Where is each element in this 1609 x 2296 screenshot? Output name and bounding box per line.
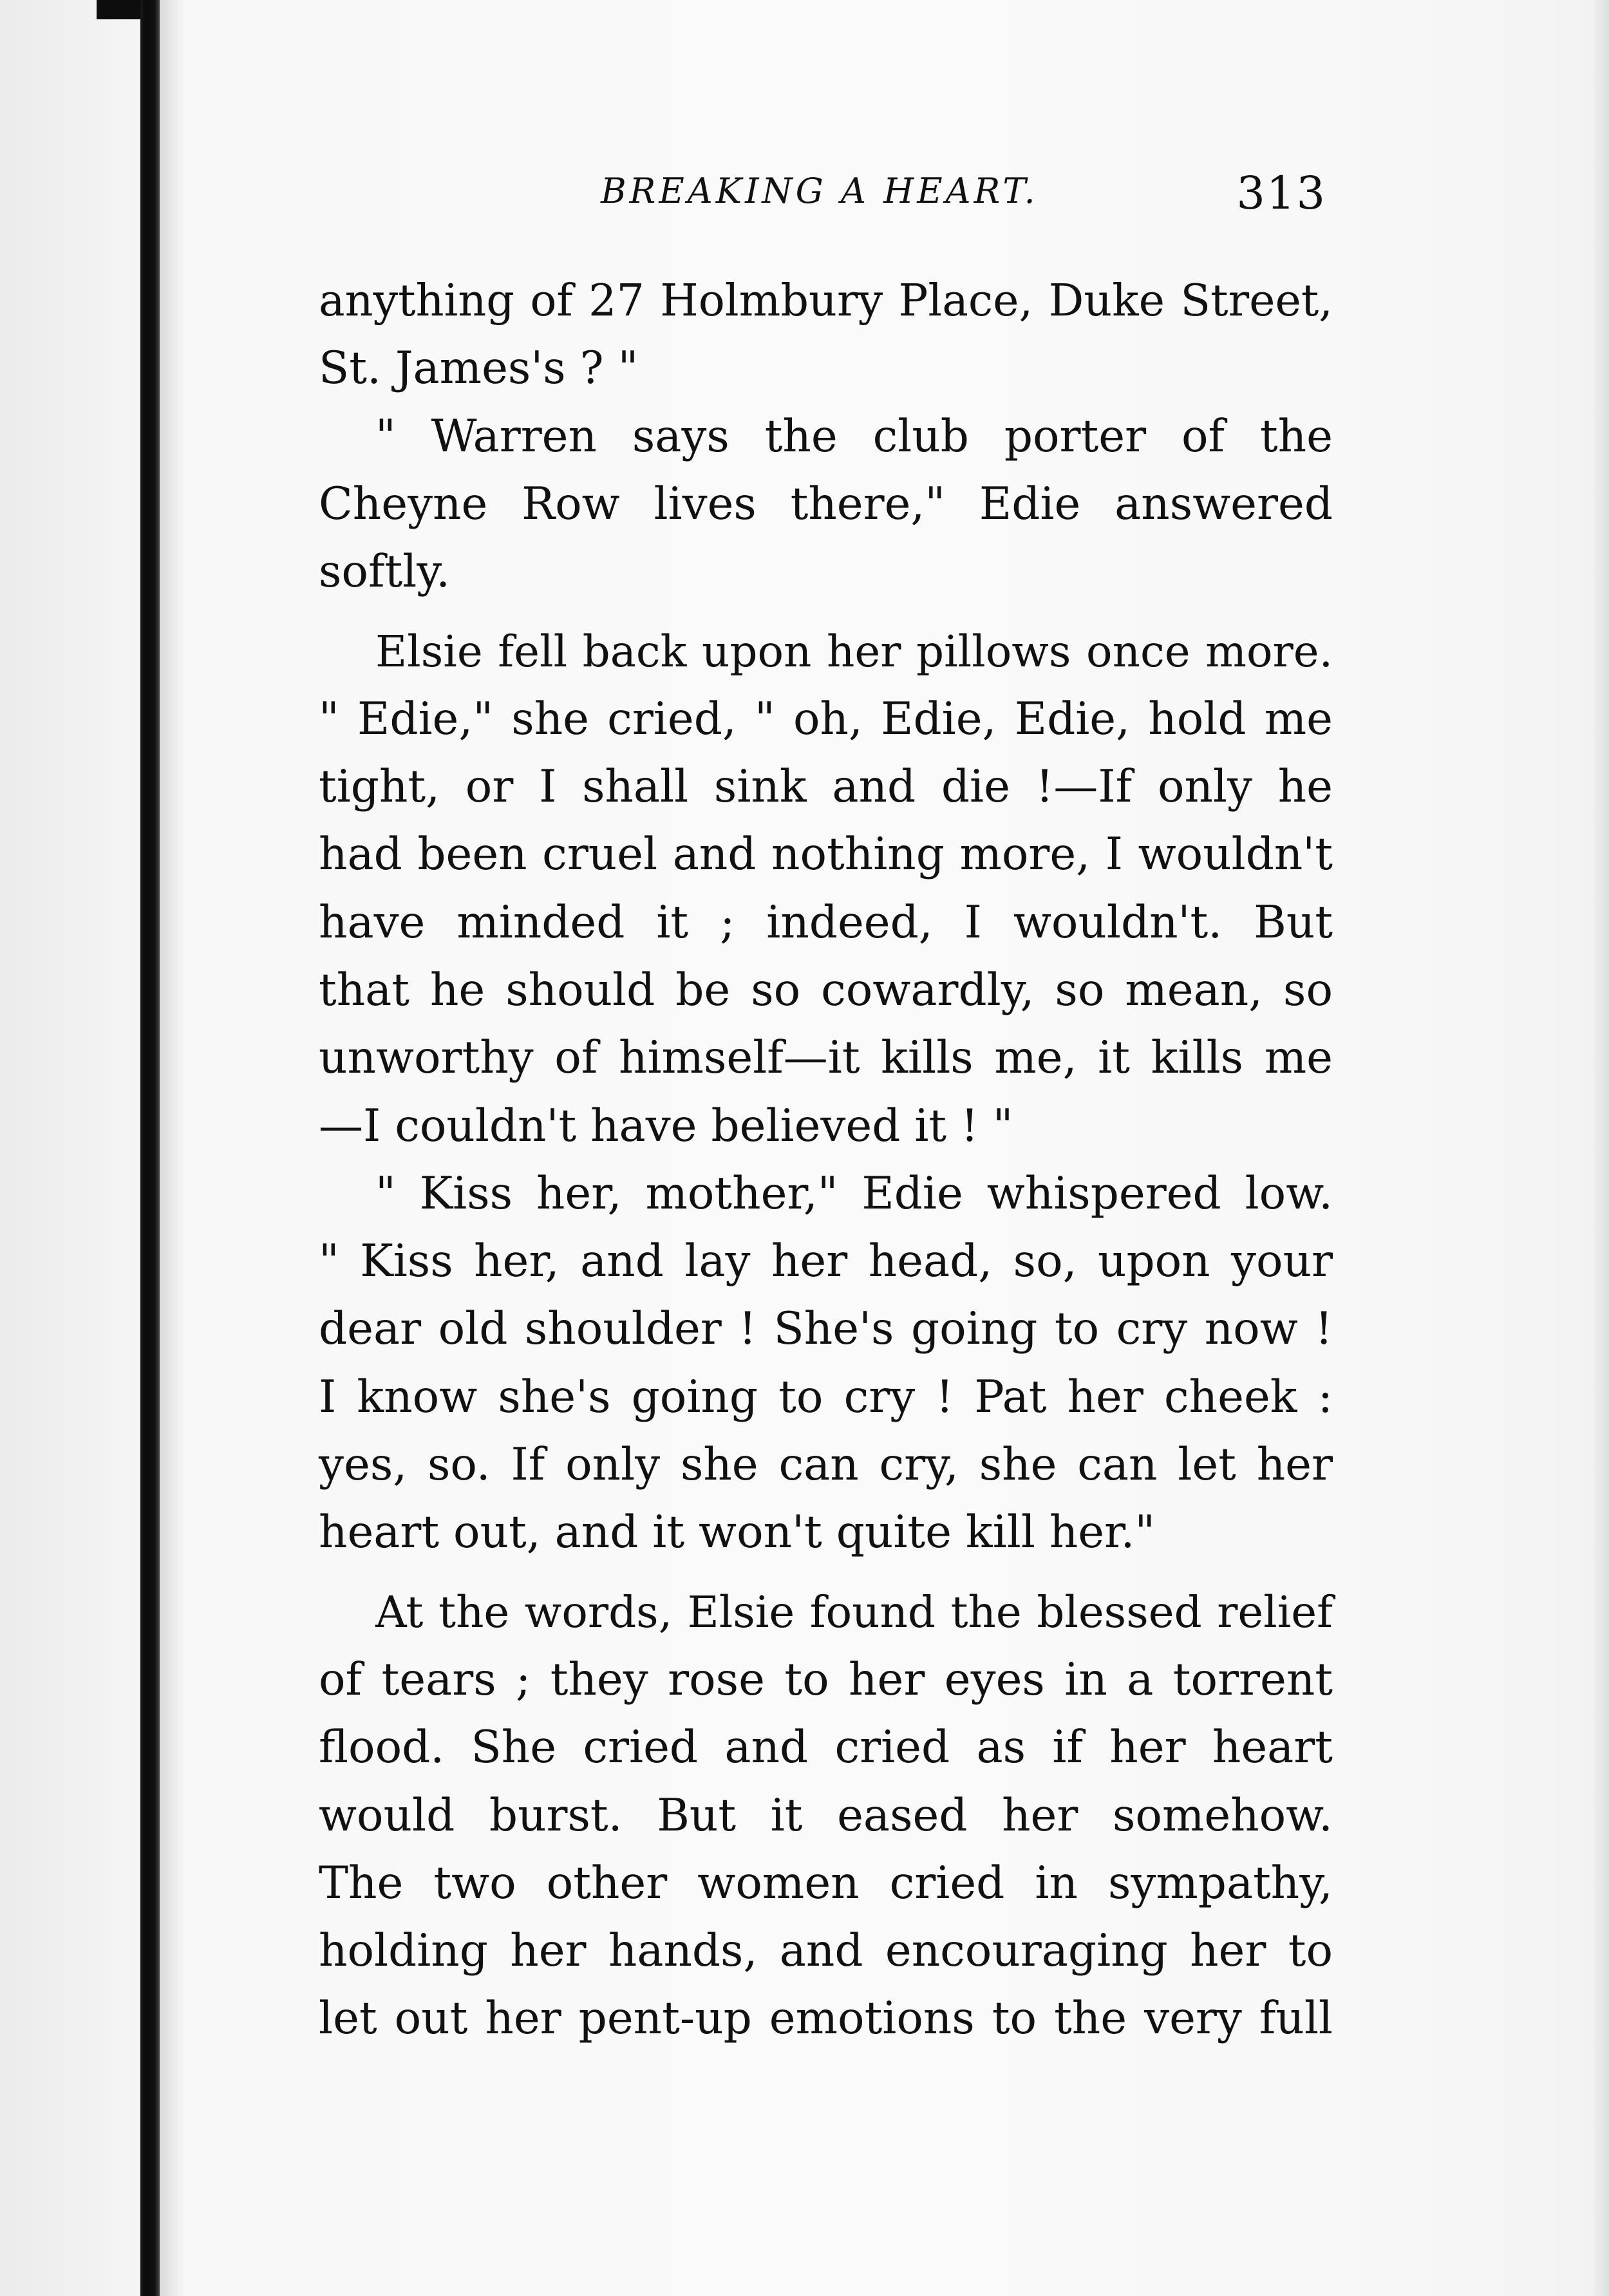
facing-page-edge	[0, 0, 140, 2296]
text-line: holding her hands, and encouraging her to	[319, 1925, 1333, 1977]
text-line: of tears ; they rose to her eyes in a torrent	[319, 1653, 1333, 1706]
text-line: The two other women cried in sympathy,	[319, 1857, 1333, 1909]
text-line: Elsie fell back upon her pillows once more.	[375, 626, 1333, 677]
text-line: would burst. But it eased her somehow.	[319, 1789, 1333, 1841]
text-line: St. James's ? "	[319, 343, 639, 395]
page-edge-shadow	[1590, 0, 1609, 2296]
text-line: " Kiss her, and lay her head, so, upon your	[319, 1236, 1333, 1288]
text-line: let out her pent-up emotions to the very full	[319, 1993, 1333, 2045]
text-line: " Edie," she cried, " oh, Edie, Edie, hold me	[319, 693, 1333, 745]
text-line: that he should be so cowardly, so mean, so	[319, 964, 1333, 1016]
text-line: anything of 27 Holmbury Place, Duke Street,	[319, 276, 1333, 326]
text-line: heart out, and it won't quite kill her."	[319, 1507, 1156, 1559]
text-line: flood. She cried and cried as if her heart	[319, 1722, 1333, 1774]
body-text	[319, 267, 1333, 2053]
text-line: tight, or I shall sink and die !—If only he	[319, 761, 1333, 813]
book-gutter	[140, 0, 160, 2296]
text-line: dear old shoulder ! She's going to cry now !	[319, 1303, 1333, 1355]
running-title: BREAKING A HEART.	[601, 171, 1039, 211]
gutter-shadow	[160, 0, 185, 2296]
text-line: softly.	[319, 546, 451, 598]
page-number: 313	[1236, 167, 1326, 220]
page-header	[319, 167, 1333, 222]
text-line: I know she's going to cry ! Pat her cheek :	[319, 1371, 1333, 1423]
text-line: have minded it ; indeed, I wouldn't. But	[319, 896, 1333, 948]
text-line: At the words, Elsie found the blessed relief	[375, 1586, 1333, 1637]
text-line: had been cruel and nothing more, I wouldn't	[319, 829, 1333, 881]
text-line: —I couldn't have believed it ! "	[319, 1100, 1013, 1152]
text-line: Cheyne Row lives there," Edie answered	[319, 478, 1333, 530]
text-line: unworthy of himself—it kills me, it kills me	[319, 1032, 1333, 1084]
text-line: " Warren says the club porter of the	[375, 410, 1333, 462]
text-line: " Kiss her, mother," Edie whispered low.	[375, 1167, 1333, 1219]
text-line: yes, so. If only she can cry, she can let her	[319, 1439, 1333, 1491]
